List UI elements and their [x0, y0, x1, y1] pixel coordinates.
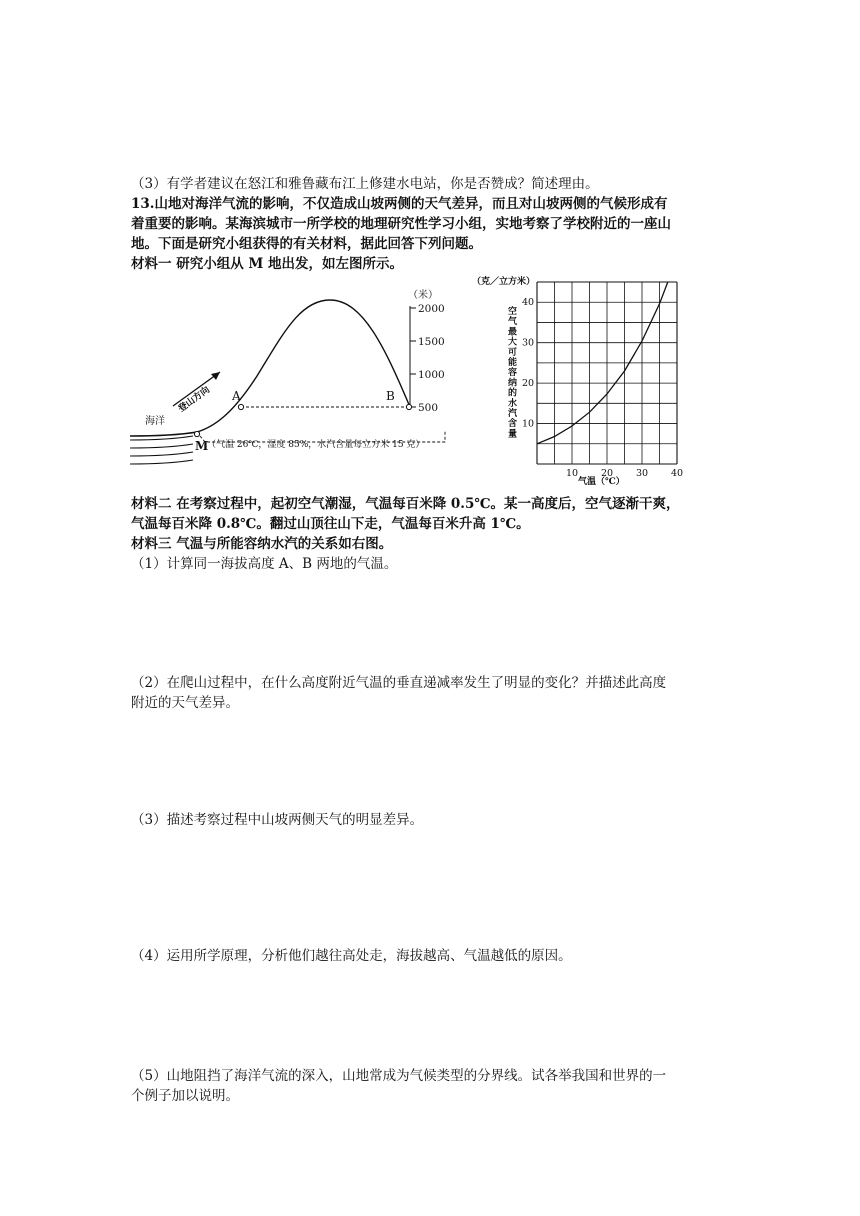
- x-tick-30: 30: [636, 468, 649, 479]
- material-3-text: 材料三 气温与所能容纳水汽的关系如右图。: [131, 536, 393, 552]
- y-label-char: 容: [508, 368, 518, 379]
- material-2-line-2: 气温每百米降 0.8℃。翻过山顶往山下走，气温每百米升高 1℃。: [131, 516, 530, 532]
- question-3: （3）描述考察过程中山坡两侧天气的明显差异。: [131, 812, 424, 828]
- altitude-tick-500: 500: [418, 402, 439, 414]
- question-5-line-2: 个例子加以说明。: [131, 1088, 239, 1104]
- question-13-intro-line-1: 13.山地对海洋气流的影响，不仅造成山坡两侧的天气差异，而且对山坡两侧的气候形成有: [131, 196, 668, 212]
- point-b-marker: [406, 404, 411, 409]
- question-13-intro-line-2: 着重要的影响。某海滨城市一所学校的地理研究性学习小组，实地考察了学校附近的一座山: [131, 216, 671, 232]
- question-2-line-2: 附近的天气差异。: [131, 695, 239, 711]
- mountain-profile-figure: [125, 278, 455, 468]
- x-tick-10: 10: [566, 468, 579, 479]
- y-label-char: 气: [508, 317, 518, 328]
- mountain-outline: [130, 300, 410, 436]
- chart-x-axis-label: 气温（℃）: [578, 477, 625, 487]
- point-m-marker: [194, 431, 199, 436]
- y-label-char: 的: [508, 388, 518, 399]
- y-tick-10: 10: [522, 418, 535, 430]
- y-label-char: 水: [508, 398, 518, 409]
- altitude-tick-1000: 1000: [418, 369, 445, 381]
- altitude-tick-2000: 2000: [418, 303, 445, 315]
- y-label-char: 量: [508, 429, 518, 440]
- point-b-label: B: [386, 389, 395, 403]
- y-label-char: 大: [508, 337, 518, 348]
- question-1: （1）计算同一海拔高度 A、B 两地的气温。: [131, 556, 398, 572]
- y-label-char: 空: [508, 307, 518, 317]
- y-label-char: 汽: [508, 409, 518, 419]
- y-tick-30: 30: [522, 337, 535, 349]
- y-label-char: 能: [508, 358, 518, 368]
- question-2-line-1: （2）在爬山过程中，在什么高度附近气温的垂直递减率发生了明显的变化？并描述此高度: [131, 675, 667, 691]
- x-tick-40: 40: [671, 468, 684, 479]
- point-a-marker: [238, 404, 243, 409]
- question-13-intro-line-3: 地。下面是研究小组获得的有关材料，据此回答下列问题。: [131, 236, 482, 252]
- question-12-3: （3）有学者建议在怒江和雅鲁藏布江上修建水电站，你是否赞成？简述理由。: [131, 176, 599, 192]
- ocean-label: 海洋: [145, 416, 165, 427]
- climb-direction-label: 登山方向: [176, 385, 212, 415]
- point-a-label: A: [232, 389, 241, 403]
- chart-y-axis-label: [508, 305, 518, 439]
- chart-y-unit-label: （克／立方米）: [472, 277, 536, 287]
- y-tick-40: 40: [522, 297, 535, 309]
- vapor-capacity-chart: [462, 270, 692, 490]
- question-4: （4）运用所学原理，分析他们越往高处走，海拔越高、气温越低的原因。: [131, 948, 572, 964]
- point-m-label: M: [195, 439, 209, 453]
- y-label-char: 最: [508, 327, 518, 338]
- material-2-line-1: 材料二 在考察过程中，起初空气潮湿，气温每百米降 0.5℃。某一高度后，空气逐渐干爽，: [131, 496, 680, 512]
- altitude-tick-1500: 1500: [418, 336, 445, 348]
- m-condition-note: （气温 26℃，湿度 85%，水汽含量每立方米 15 克）: [207, 440, 425, 450]
- x-tick-20: 20: [601, 468, 614, 479]
- y-tick-20: 20: [522, 378, 535, 390]
- y-label-char: 可: [508, 347, 518, 358]
- question-5-line-1: （5）山地阻挡了海洋气流的深入，山地常成为气候类型的分界线。试各举我国和世界的一: [131, 1068, 667, 1084]
- y-label-char: 纳: [508, 378, 518, 389]
- y-label-char: 含: [508, 419, 518, 430]
- chart-y-ticks: [522, 297, 534, 429]
- chart-grid: [537, 282, 677, 464]
- material-1-text: 材料一 研究小组从 M 地出发，如左图所示。: [131, 256, 404, 272]
- altitude-unit-label: （米）: [408, 290, 438, 301]
